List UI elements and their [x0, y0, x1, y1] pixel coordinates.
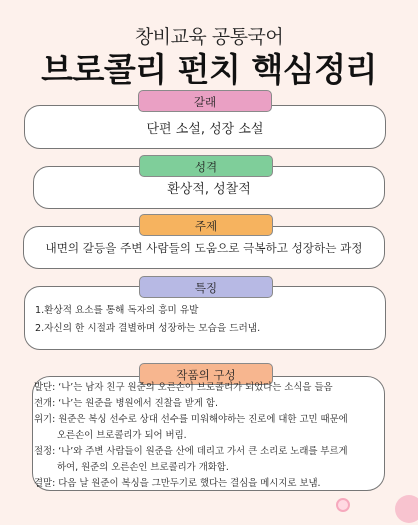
- character-content: 환상적, 성찰적: [167, 182, 251, 197]
- page-title: 브로콜리 펀치 핵심정리: [41, 50, 377, 89]
- features-label: 특징: [139, 276, 273, 298]
- page-subtitle: 창비교육 공통국어: [134, 26, 284, 48]
- features-item: 1.환상적 요소를 통해 독자의 흥미 유발: [35, 305, 199, 316]
- decorative-circle: [336, 498, 350, 512]
- plot-list: [34, 380, 348, 492]
- features-list: [35, 302, 385, 338]
- theme-content: 내면의 갈등을 주변 사람들의 도움으로 극복하고 성장하는 과정: [45, 240, 363, 255]
- genre-label: 갈래: [138, 90, 272, 112]
- decorative-circle: [395, 495, 418, 523]
- character-label: 성격: [139, 155, 273, 177]
- plot-item-climax-cont: 하여, 원준의 오른손인 브로콜리가 개화함.: [57, 462, 229, 473]
- genre-content: 단편 소설, 성장 소설: [146, 121, 264, 137]
- plot-item-crisis-cont: 오른손이 브로콜리가 되어 버림.: [57, 430, 187, 441]
- plot-item-exposition: 발단: ‘나’는 남자 친구 원준의 오른손이 브로콜리가 되었다는 소식을 들음: [34, 382, 333, 393]
- theme-label: 주제: [139, 214, 273, 236]
- features-item: 2.자신의 한 시절과 결별하며 성장하는 모습을 드러냄.: [35, 323, 261, 334]
- plot-label: 작품의 구성: [139, 363, 273, 385]
- plot-item-resolution: 결말: 다음 날 원준이 복싱을 그만두기로 했다는 결심을 메시지로 보냄.: [34, 478, 321, 489]
- plot-item-climax: 절정: ‘나’와 주변 사람들이 원준을 산에 데리고 가서 큰 소리로 노래를 부르게: [34, 446, 348, 457]
- plot-item-development: 전개: ‘나’는 원준을 병원에서 진찰을 받게 함.: [34, 398, 218, 409]
- plot-item-crisis: 위기: 원준은 복싱 선수로 상대 선수를 미워해야하는 진로에 대한 고민 때문에: [34, 414, 348, 425]
